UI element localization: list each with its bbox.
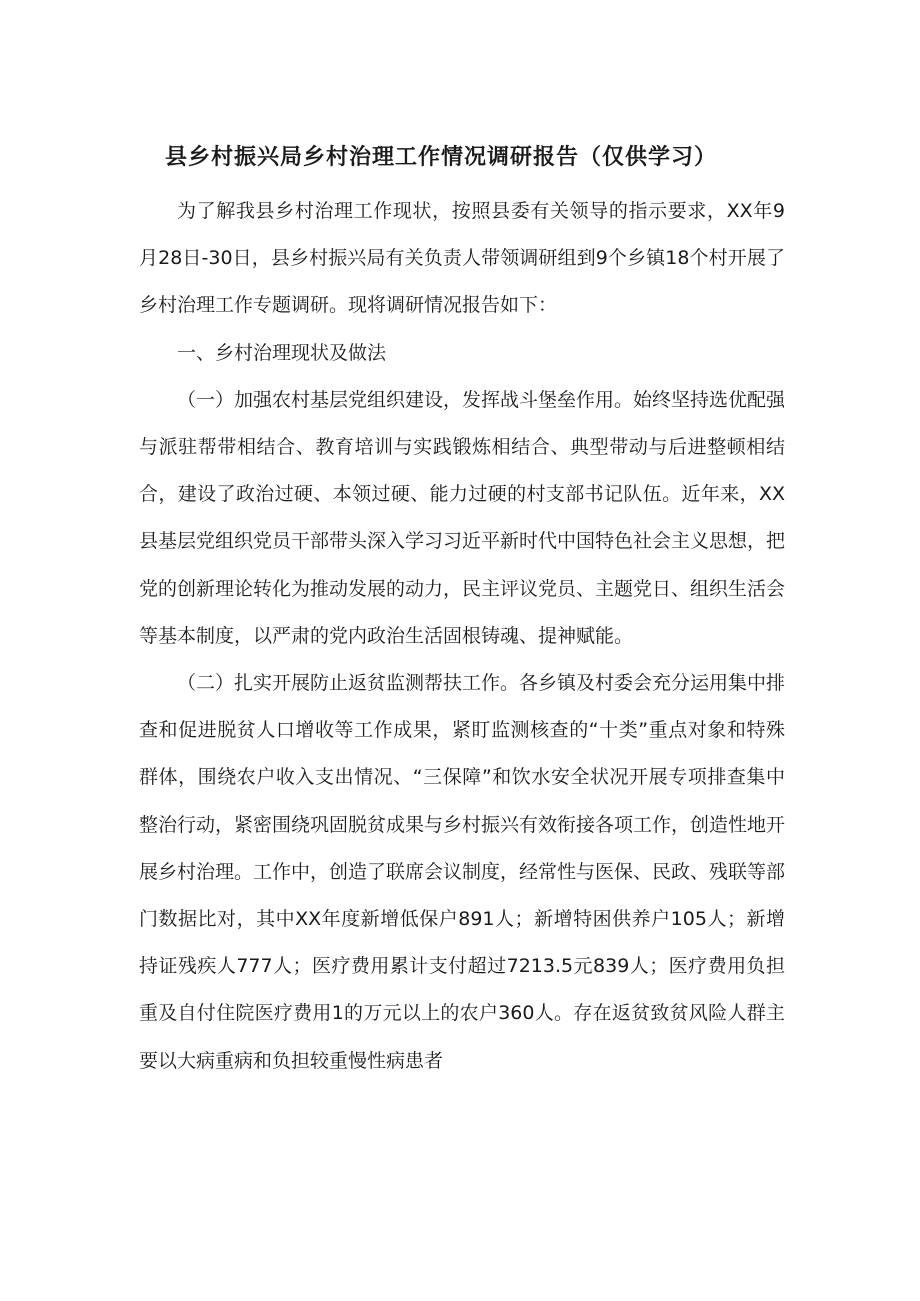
- intro-paragraph: 为了解我县乡村治理工作现状，按照县委有关领导的指示要求，XX年9月28日-30日，县乡村振兴局有关负责人带领调研组到9个乡镇18个村开展了乡村治理工作专题调研。现将调研情况报告如下：: [139, 200, 785, 317]
- document-title: 县乡村振兴局乡村治理工作情况调研报告（仅供学习）: [165, 145, 718, 170]
- body-paragraph-2: （二）扎实开展防止返贫监测帮扶工作。各乡镇及村委会充分运用集中排查和促进脱贫人口增收等工作成果，紧盯监测核查的“十类”重点对象和特殊群体，围绕农户收入支出情况、“三保障”和饮水安全状况开展专项排查集中整治行动，紧密围绕巩固脱贫成果与乡村振兴有效衔接各项工作，创造性地开展乡村治理。工作中，创造了联席会议制度，经常性与医保、民政、残联等部门数据比对，其中XX年度新增低保户891人；新增特困供养户105人；新增持证残疾人777人；医疗费用累计支付超过7213.5元839人；医疗费用负担重及自付住院医疗费用1的万元以上的农户360人。存在返贫致贫风险人群主要以大病重病和负担较重慢性病患者: [139, 672, 786, 1072]
- body-paragraph-1: （一）加强农村基层党组织建设，发挥战斗堡垒作用。始终坚持选优配强与派驻帮带相结合、教育培训与实践锻炼相结合、典型带动与后进整顿相结合，建设了政治过硬、本领过硬、能力过硬的村支部书记队伍。近年来，XX县基层党组织党员干部带头深入学习习近平新时代中国特色社会主义思想，把党的创新理论转化为推动发展的动力，民主评议党员、主题党日、组织生活会等基本制度，以严肃的党内政治生活固根铸魂、提神赋能。: [139, 388, 786, 647]
- section-heading: 一、乡村治理现状及做法: [177, 341, 387, 364]
- document-page: [139, 140, 785, 1085]
